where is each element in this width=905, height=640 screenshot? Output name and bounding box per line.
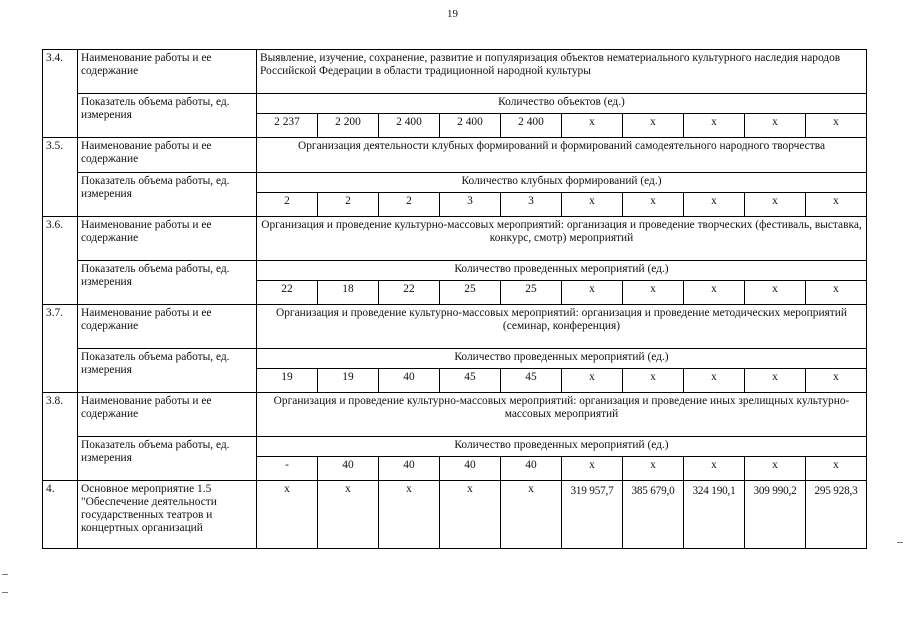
value-cell: 45 bbox=[440, 369, 501, 393]
value-cell: x bbox=[806, 114, 867, 138]
work-name-label: Наименование работы и ее содержание bbox=[78, 50, 257, 94]
left-edge-mark bbox=[2, 592, 8, 593]
section-number: 3.6. bbox=[43, 217, 78, 305]
value-cell: x bbox=[379, 481, 440, 549]
value-cell: x bbox=[745, 281, 806, 305]
work-content: Выявление, изучение, сохранение, развитие и популяризация объектов нематериального культурного наследия народов Российской Федерации в области традиционной народной культуры bbox=[257, 50, 867, 94]
value-cell: 22 bbox=[379, 281, 440, 305]
main-event-label: Основное мероприятие 1.5 "Обеспечение деятельности государственных театров и концертных организаций bbox=[78, 481, 257, 549]
main-event-row bbox=[43, 481, 867, 549]
main-event-number: 4. bbox=[43, 481, 78, 549]
value-cell: 2 200 bbox=[318, 114, 379, 138]
value-cell: 2 400 bbox=[501, 114, 562, 138]
work-content: Организация и проведение культурно-массовых мероприятий: организация и проведение иных зрелищных культурно-массовых мероприятий bbox=[257, 393, 867, 437]
value-cell: x bbox=[806, 369, 867, 393]
unit-label: Количество проведенных мероприятий (ед.) bbox=[257, 349, 867, 369]
unit-label: Количество клубных формирований (ед.) bbox=[257, 173, 867, 193]
value-cell: - bbox=[257, 457, 318, 481]
value-cell: 2 bbox=[257, 193, 318, 217]
value-cell: x bbox=[623, 281, 684, 305]
value-cell: 319 957,7 bbox=[562, 481, 623, 549]
section-name-row bbox=[43, 50, 867, 94]
value-cell: 295 928,3 bbox=[806, 481, 867, 549]
value-cell: x bbox=[501, 481, 562, 549]
indicator-label: Показатель объема работы, ед. измерения bbox=[78, 261, 257, 305]
value-cell: 40 bbox=[501, 457, 562, 481]
section-name-row bbox=[43, 305, 867, 349]
value-cell: x bbox=[623, 193, 684, 217]
value-cell: 45 bbox=[501, 369, 562, 393]
indicator-row bbox=[43, 349, 867, 369]
unit-label: Количество проведенных мероприятий (ед.) bbox=[257, 261, 867, 281]
value-cell: 40 bbox=[379, 369, 440, 393]
work-name-label: Наименование работы и ее содержание bbox=[78, 138, 257, 173]
right-edge-mark bbox=[897, 542, 903, 543]
value-cell: 324 190,1 bbox=[684, 481, 745, 549]
work-name-label: Наименование работы и ее содержание bbox=[78, 305, 257, 349]
indicator-row bbox=[43, 261, 867, 281]
table-body bbox=[43, 50, 867, 549]
left-edge-mark bbox=[2, 574, 8, 575]
value-cell: 2 237 bbox=[257, 114, 318, 138]
value-cell: 25 bbox=[440, 281, 501, 305]
value-cell: 25 bbox=[501, 281, 562, 305]
value-cell: x bbox=[745, 369, 806, 393]
value-cell: x bbox=[562, 369, 623, 393]
work-name-label: Наименование работы и ее содержание bbox=[78, 217, 257, 261]
section-name-row bbox=[43, 393, 867, 437]
unit-label: Количество проведенных мероприятий (ед.) bbox=[257, 437, 867, 457]
value-cell: x bbox=[745, 114, 806, 138]
value-cell: x bbox=[562, 114, 623, 138]
value-cell: x bbox=[806, 281, 867, 305]
value-cell: 3 bbox=[440, 193, 501, 217]
value-cell: x bbox=[684, 114, 745, 138]
indicator-row bbox=[43, 437, 867, 457]
value-cell: x bbox=[684, 369, 745, 393]
value-cell: x bbox=[440, 481, 501, 549]
section-number: 3.5. bbox=[43, 138, 78, 217]
value-cell: 2 400 bbox=[379, 114, 440, 138]
value-cell: x bbox=[623, 369, 684, 393]
indicator-label: Показатель объема работы, ед. измерения bbox=[78, 349, 257, 393]
value-cell: 3 bbox=[501, 193, 562, 217]
value-cell: x bbox=[684, 457, 745, 481]
value-cell: x bbox=[562, 193, 623, 217]
value-cell: 19 bbox=[257, 369, 318, 393]
value-cell: 2 bbox=[379, 193, 440, 217]
indicator-label: Показатель объема работы, ед. измерения bbox=[78, 437, 257, 481]
indicator-row bbox=[43, 94, 867, 114]
value-cell: x bbox=[684, 193, 745, 217]
value-cell: 22 bbox=[257, 281, 318, 305]
value-cell: 40 bbox=[379, 457, 440, 481]
section-number: 3.7. bbox=[43, 305, 78, 393]
program-table bbox=[42, 49, 867, 549]
unit-label: Количество объектов (ед.) bbox=[257, 94, 867, 114]
value-cell: x bbox=[684, 281, 745, 305]
value-cell: x bbox=[318, 481, 379, 549]
value-cell: 19 bbox=[318, 369, 379, 393]
section-name-row bbox=[43, 217, 867, 261]
indicator-label: Показатель объема работы, ед. измерения bbox=[78, 173, 257, 217]
section-number: 3.4. bbox=[43, 50, 78, 138]
work-content: Организация и проведение культурно-массовых мероприятий: организация и проведение методических мероприятий (семинар, конференция) bbox=[257, 305, 867, 349]
value-cell: 18 bbox=[318, 281, 379, 305]
section-name-row bbox=[43, 138, 867, 173]
indicator-label: Показатель объема работы, ед. измерения bbox=[78, 94, 257, 138]
value-cell: x bbox=[562, 281, 623, 305]
value-cell: 40 bbox=[440, 457, 501, 481]
value-cell: x bbox=[806, 457, 867, 481]
value-cell: 40 bbox=[318, 457, 379, 481]
page-number: 19 bbox=[447, 8, 458, 20]
value-cell: 2 400 bbox=[440, 114, 501, 138]
value-cell: x bbox=[623, 114, 684, 138]
indicator-row bbox=[43, 173, 867, 193]
value-cell: x bbox=[745, 457, 806, 481]
value-cell: x bbox=[745, 193, 806, 217]
work-name-label: Наименование работы и ее содержание bbox=[78, 393, 257, 437]
value-cell: x bbox=[562, 457, 623, 481]
section-number: 3.8. bbox=[43, 393, 78, 481]
value-cell: x bbox=[257, 481, 318, 549]
work-content: Организация деятельности клубных формирований и формирований самодеятельного народного творчества bbox=[257, 138, 867, 173]
value-cell: 385 679,0 bbox=[623, 481, 684, 549]
value-cell: x bbox=[623, 457, 684, 481]
value-cell: x bbox=[806, 193, 867, 217]
value-cell: 309 990,2 bbox=[745, 481, 806, 549]
value-cell: 2 bbox=[318, 193, 379, 217]
work-content: Организация и проведение культурно-массовых мероприятий: организация и проведение творческих (фестиваль, выставка, конкурс, смотр) мероприятий bbox=[257, 217, 867, 261]
